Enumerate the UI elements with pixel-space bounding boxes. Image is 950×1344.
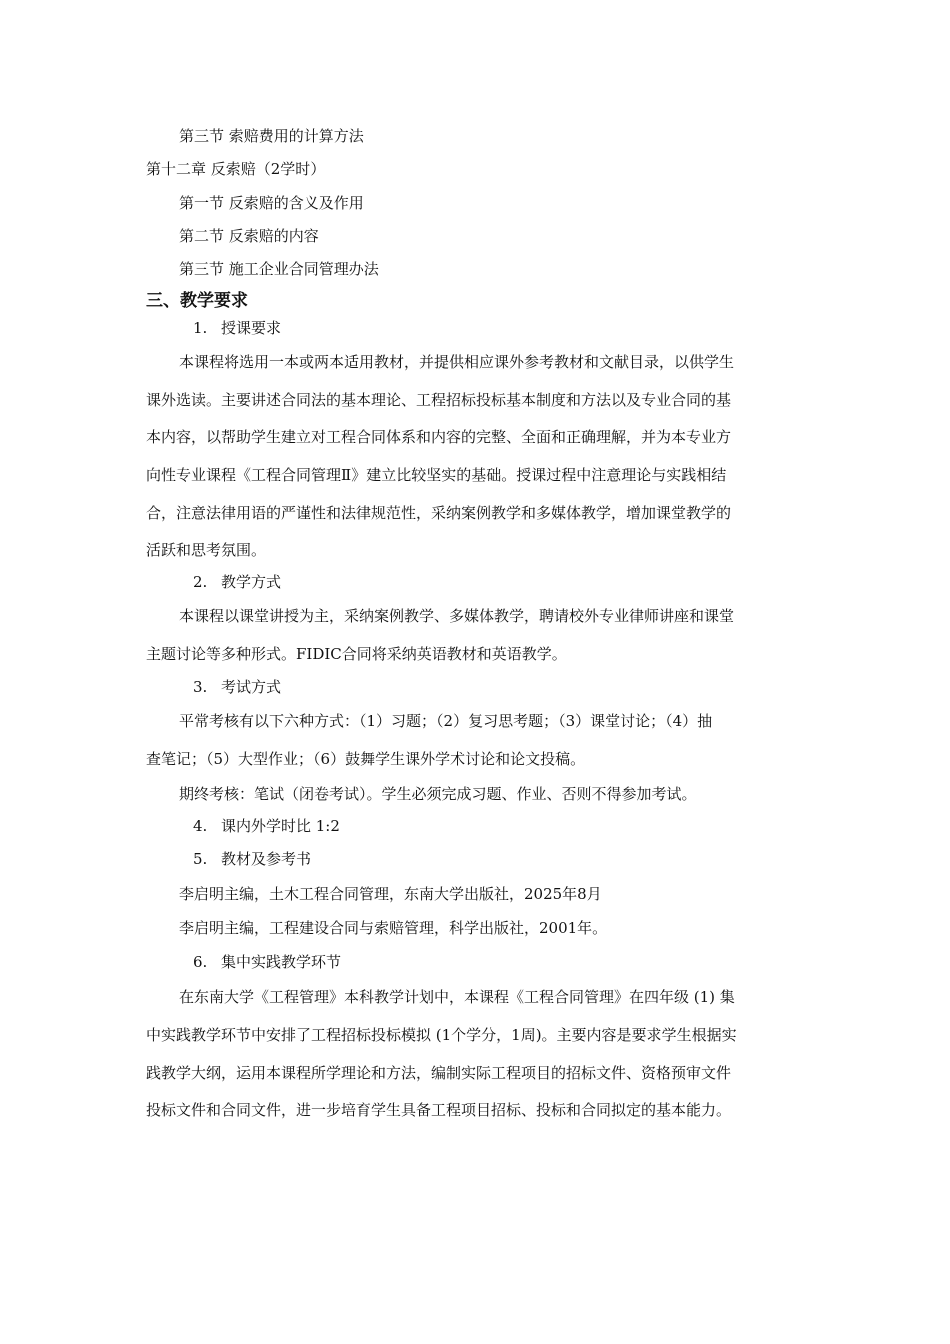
item-number: 3.: [193, 678, 208, 696]
paragraph-line: 主题讨论等多种形式。FIDIC合同将采纳英语教材和英语教学。: [146, 645, 567, 663]
paragraph-line: 投标文件和合同文件，进一步培育学生具备工程项目招标、投标和合同拟定的基本能力。: [146, 1101, 732, 1119]
paragraph-line: 活跃和思考氛围。: [146, 541, 267, 559]
paragraph-line: 合，注意法律用语的严谨性和法律规范性，采纳案例教学和多媒体教学，增加课堂教学的: [146, 504, 732, 522]
item-title: 教材及参考书: [221, 850, 312, 868]
reference-entry: 李启明主编，土木工程合同管理，东南大学出版社，2025年8月: [179, 885, 602, 903]
paragraph-line: 期终考核：笔试（闭卷考试）。学生必须完成习题、作业、否则不得参加考试。: [179, 785, 697, 803]
paragraph-line: 课外选读。主要讲述合同法的基本理论、工程招标投标基本制度和方法以及专业合同的基: [146, 391, 732, 409]
item-title: 授课要求: [221, 319, 282, 337]
paragraph-line: 本课程将选用一本或两本适用教材，并提供相应课外参考教材和文献目录，以供学生: [179, 353, 735, 371]
item-number: 4.: [193, 817, 208, 835]
paragraph-line: 平常考核有以下六种方式：（1）习题；（2）复习思考题；（3）课堂讨论；（4）抽: [179, 712, 713, 730]
paragraph-line: 查笔记；（5）大型作业；（6）鼓舞学生课外学术讨论和论文投稿。: [146, 750, 586, 768]
item-number: 6.: [193, 953, 208, 971]
numbered-item: [193, 952, 341, 972]
paragraph-line: 践教学大纲，运用本课程所学理论和方法，编制实际工程项目的招标文件、资格预审文件: [146, 1064, 732, 1082]
paragraph-line: 向性专业课程《工程合同管理Ⅱ》建立比较坚实的基础。授课过程中注意理论与实践相结: [146, 466, 727, 484]
item-number: 1.: [193, 319, 208, 337]
item-title: 考试方式: [221, 678, 282, 696]
outline-section: 第三节 施工企业合同管理办法: [179, 260, 379, 278]
outline-section: 第三节 索赔费用的计算方法: [179, 127, 364, 145]
reference-entry: 李启明主编，工程建设合同与索赔管理，科学出版社，2001年。: [179, 919, 608, 937]
numbered-item: [193, 572, 281, 592]
numbered-item: [193, 677, 281, 697]
numbered-item: [193, 849, 311, 869]
paragraph-line: 中实践教学环节中安排了工程招标投标模拟 (1个学分，1周)。主要内容是要求学生根据实: [146, 1026, 737, 1044]
paragraph-line: 本课程以课堂讲授为主，采纳案例教学、多媒体教学，聘请校外专业律师讲座和课堂: [179, 607, 735, 625]
item-number: 5.: [193, 850, 208, 868]
numbered-item: [193, 816, 340, 836]
outline-section: 第一节 反索赔的含义及作用: [179, 194, 364, 212]
outline-chapter: 第十二章 反索赔（2学时）: [146, 160, 326, 178]
item-title: 集中实践教学环节: [221, 953, 342, 971]
paragraph-line: 在东南大学《工程管理》本科教学计划中，本课程《工程合同管理》在四年级 (1) 集: [179, 988, 735, 1006]
section-heading: 三、教学要求: [146, 291, 248, 311]
numbered-item: [193, 318, 281, 338]
item-title: 教学方式: [221, 573, 282, 591]
outline-section: 第二节 反索赔的内容: [179, 227, 319, 245]
paragraph-line: 本内容，以帮助学生建立对工程合同体系和内容的完整、全面和正确理解，并为本专业方: [146, 428, 732, 446]
item-number: 2.: [193, 573, 208, 591]
item-title: 课内外学时比 1:2: [221, 817, 340, 835]
